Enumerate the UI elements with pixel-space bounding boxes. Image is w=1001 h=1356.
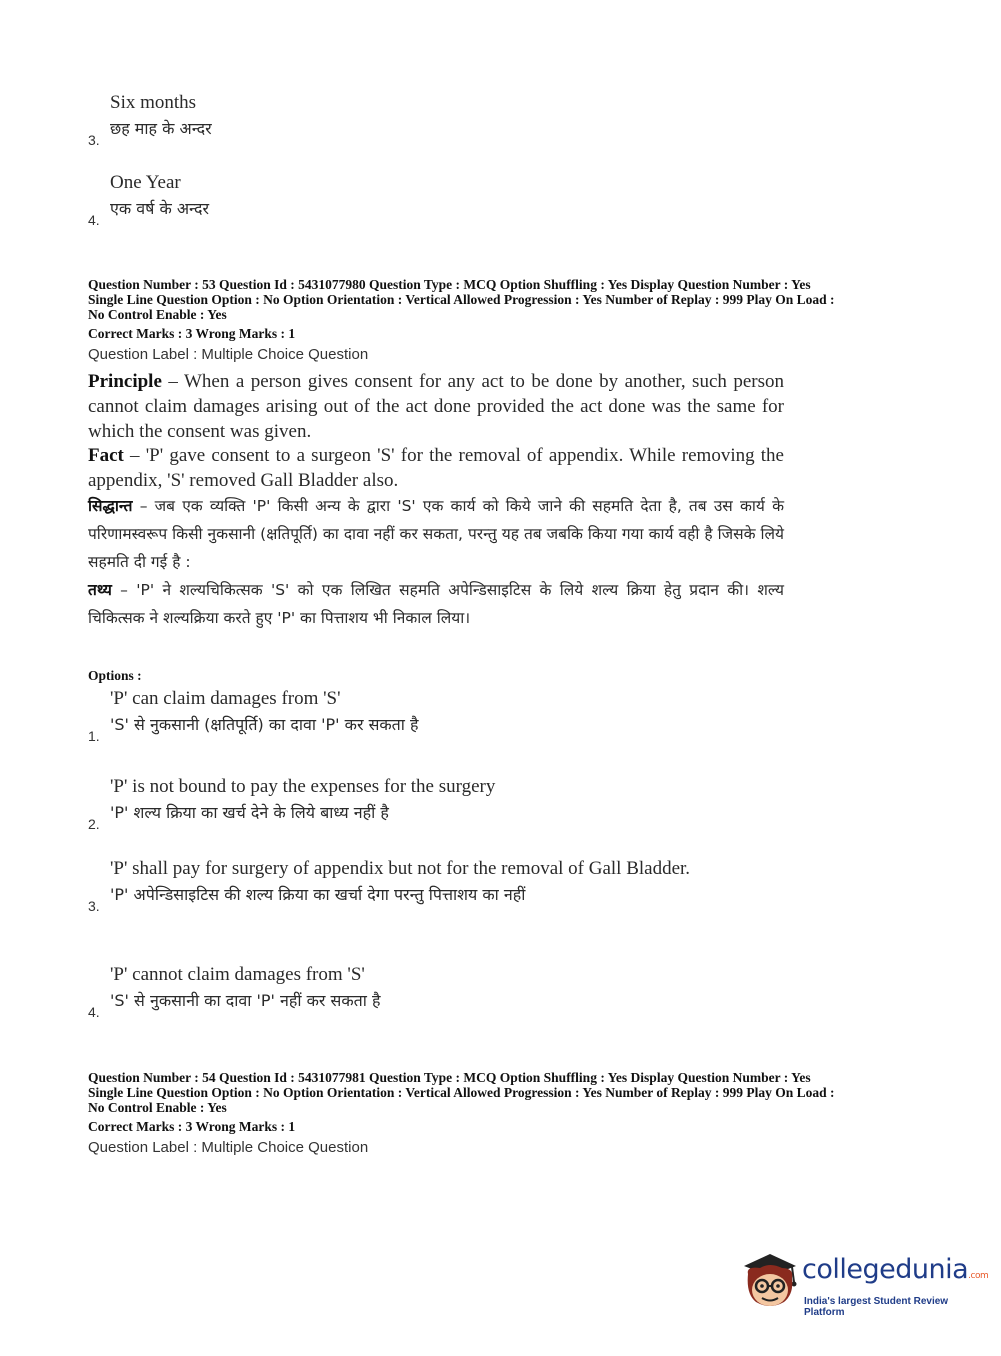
option-number: 4. bbox=[88, 1004, 100, 1020]
q53-question-label: Question Label : Multiple Choice Question bbox=[88, 346, 369, 363]
student-mascot-icon bbox=[740, 1250, 800, 1312]
q54-metadata bbox=[88, 1070, 928, 1115]
option-text-hi: 'P' शल्य क्रिया का खर्च देने के लिये बाध्य नहीं है bbox=[110, 803, 389, 822]
option-number: 2. bbox=[88, 816, 100, 832]
brand-tagline: India's largest Student Review Platform bbox=[804, 1296, 949, 1318]
q53-option-2[interactable] bbox=[88, 774, 788, 832]
siddhant-text: – जब एक व्यक्ति 'P' किसी अन्य के द्वारा 'S' एक कार्य को किये जाने की सहमति देता है, तब उस कार्य के परिणामस्वरूप किसी नुकसानी (क्षतिपूर्ति) का दावा नहीं कर सकता, परन्तु यह तब जबकि किया गया कार्य वही है जिसके लिये सहमति दी गई है : bbox=[88, 497, 784, 571]
fact-heading: Fact bbox=[88, 445, 124, 466]
q54-meta-line-3: No Control Enable : Yes bbox=[88, 1100, 227, 1115]
q53-option-1[interactable] bbox=[88, 686, 788, 744]
q53-meta-line-2: Single Line Question Option : No Option Orientation : Vertical Allowed Progression : Yes Number of Replay : 999 Play On Load : bbox=[88, 292, 835, 307]
q53-siddhant bbox=[88, 492, 784, 576]
fact-text: – 'P' gave consent to a surgeon 'S' for the removal of appendix. While removing the appendix, 'S' removed Gall Bladder also. bbox=[88, 445, 784, 491]
option-text-hi: 'S' से नुकसानी का दावा 'P' नहीं कर सकता है bbox=[110, 991, 381, 1010]
siddhant-heading: सिद्धान्त bbox=[88, 497, 133, 515]
brand-text: collegedunia bbox=[802, 1254, 969, 1285]
option-text-en: 'P' is not bound to pay the expenses for the surgery bbox=[110, 776, 496, 797]
q53-option-3[interactable] bbox=[88, 856, 788, 914]
option-text-en: One Year bbox=[110, 172, 181, 193]
tathya-text: – 'P' ने शल्यचिकित्सक 'S' को एक लिखित सहमति अपेन्डिसाइटिस के लिये शल्य क्रिया हेतु प्रदान की। शल्य चिकित्सक ने शल्यक्रिया करते हुए 'P' का पित्ताशय भी निकाल लिया। bbox=[88, 581, 784, 627]
principle-heading: Principle bbox=[88, 371, 162, 392]
q54-marks: Correct Marks : 3 Wrong Marks : 1 bbox=[88, 1119, 296, 1134]
prev-option-3 bbox=[88, 90, 788, 148]
collegedunia-logo[interactable] bbox=[740, 1250, 989, 1320]
option-text-en: 'P' cannot claim damages from 'S' bbox=[110, 964, 365, 985]
option-text-en: Six months bbox=[110, 92, 197, 113]
option-text-hi: 'P' अपेन्डिसाइटिस की शल्य क्रिया का खर्चा देगा परन्तु पित्ताशय का नहीं bbox=[110, 885, 526, 904]
option-text-hi: छह माह के अन्दर bbox=[110, 119, 212, 138]
q53-meta-line-3: No Control Enable : Yes bbox=[88, 307, 227, 322]
q54-question-label: Question Label : Multiple Choice Question bbox=[88, 1139, 369, 1156]
q53-option-4[interactable] bbox=[88, 962, 788, 1020]
q53-metadata bbox=[88, 277, 928, 322]
brand-suffix: .com bbox=[968, 1271, 989, 1281]
q54-meta-line-2: Single Line Question Option : No Option Orientation : Vertical Allowed Progression : Yes Number of Replay : 999 Play On Load : bbox=[88, 1085, 835, 1100]
brand-name bbox=[802, 1254, 988, 1285]
q54-meta-line-1: Question Number : 54 Question Id : 5431077981 Question Type : MCQ Option Shuffling : Yes Display Question Number : Yes bbox=[88, 1070, 811, 1085]
option-number: 3. bbox=[88, 132, 100, 148]
q53-meta-line-1: Question Number : 53 Question Id : 5431077980 Question Type : MCQ Option Shuffling : Yes Display Question Number : Yes bbox=[88, 277, 811, 292]
q53-fact bbox=[88, 443, 784, 493]
option-number: 1. bbox=[88, 728, 100, 744]
option-number: 3. bbox=[88, 898, 100, 914]
tathya-heading: तथ्य bbox=[88, 581, 112, 599]
options-heading: Options : bbox=[88, 668, 142, 683]
option-text-en: 'P' shall pay for surgery of appendix but not for the removal of Gall Bladder. bbox=[110, 858, 691, 879]
prev-option-4 bbox=[88, 170, 788, 228]
option-text-hi: एक वर्ष के अन्दर bbox=[110, 199, 210, 218]
option-text-hi: 'S' से नुकसानी (क्षतिपूर्ति) का दावा 'P' कर सकता है bbox=[110, 715, 419, 734]
q53-principle bbox=[88, 369, 784, 444]
option-text-en: 'P' can claim damages from 'S' bbox=[110, 688, 341, 709]
q53-tathya bbox=[88, 576, 784, 632]
q53-marks: Correct Marks : 3 Wrong Marks : 1 bbox=[88, 326, 296, 341]
option-number: 4. bbox=[88, 212, 100, 228]
principle-text: – When a person gives consent for any act to be done by another, such person cannot claim damages arising out of the act done provided the act done was the same for which the consent was given. bbox=[88, 371, 784, 442]
